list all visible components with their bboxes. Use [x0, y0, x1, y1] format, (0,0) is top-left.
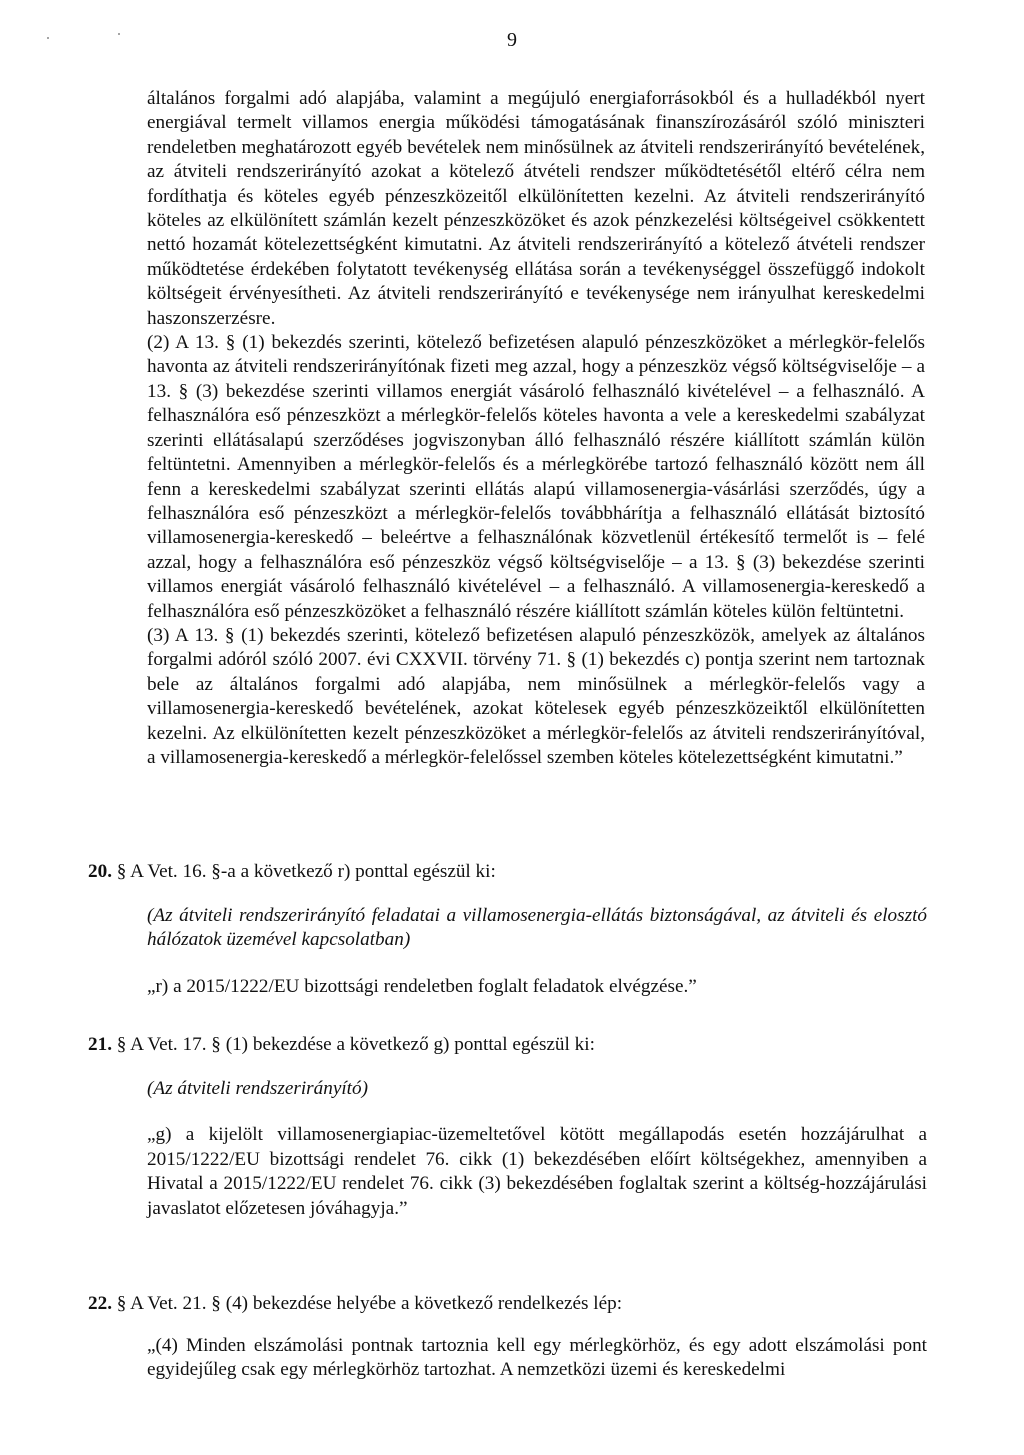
- amendment-22-heading: [88, 1292, 928, 1316]
- amendment-text: „(4) Minden elszámolási pontnak tartoznia kell egy mérlegkörhöz, és egy adott elszámolási pont egyidejűleg csak egy mérlegkörhöz tartozhat. A nemzetközi üzemi és kereskedelmi: [147, 1335, 927, 1381]
- page-number: 9: [507, 29, 517, 51]
- continued-section-text: [147, 87, 925, 770]
- amendment-heading-text: § A Vet. 16. §-a a következő r) ponttal egészül ki:: [116, 861, 496, 882]
- amendment-21-heading: [88, 1033, 928, 1057]
- paragraph-2: (2) A 13. § (1) bekezdés szerinti, kötelező befizetésen alapuló pénzeszközöket a mérlegkör-felelős havonta az átviteli rendszerirányítónak fizeti meg azzal, hogy a pénzeszköz végső költségviselője – a 13. § (3) bekezdése szerinti villamos energiát vásároló felhasználó kivételével – a felhasználó. A felhasználóra eső pénzeszközt a mérlegkör-felelős köteles havonta a vele a kereskedelmi szabályzat szerinti ellátásalapú szerződéses jogviszonyban álló felhasználó részére kiállított számlán külön feltüntetni. Amennyiben a mérlegkör-felelős és a mérlegkörébe tartozó felhasználó között nem áll fenn a kereskedelmi szabályzat szerinti ellátás alapú villamosenergia-vásárlási szerződés, úgy a felhasználóra eső pénzeszközt a mérlegkör-felelős továbbhárítja a felhasználó ellátását biztosító villamosenergia-kereskedő – beleértve a felhasználónak közvetlenül értékesítő termelőt is – felé azzal, hogy a felhasználóra eső pénzeszköz végső költségviselője – a 13. § (3) bekezdése szerinti villamos energiát vásároló felhasználó kivételével – a felhasználó. A villamosenergia-kereskedő a felhasználóra eső pénzeszközöket a felhasználó részére kiállított számlán köteles külön feltüntetni.: [147, 332, 925, 622]
- amendment-21-body: [147, 1077, 927, 1221]
- paragraph-1: általános forgalmi adó alapjába, valamint a megújuló energiaforrásokból és a hulladékból nyert energiával termelt villamos energia működési támogatásának finanszírozásáról szóló miniszteri rendeletben meghatározott egyéb bevételek nem minősülnek az átviteli rendszerirányító bevételének, az átviteli rendszerirányító azokat a kötelező átvételi rendszer működtetésétől eltérő célra nem fordíthatja és köteles egyéb pénzeszközeitől elkülönítetten kezelni. Az átviteli rendszerirányító köteles az elkülönített számlán kezelt pénzeszközöket és azok pénzkezelési költségeivel csökkentett nettó hozamát kötelezettségként kimutatni. Az átviteli rendszerirányító a kötelező átvételi rendszer működtetése érdekében folytatott tevékenység ellátása során a tevékenységgel összefüggő indokolt költségeit érvényesítheti. Az átviteli rendszerirányító e tevékenysége nem irányulhat kereskedelmi haszonszerzésre.: [147, 88, 925, 329]
- amendment-context: (Az átviteli rendszerirányító feladatai a villamosenergia-ellátás biztonságával, az átviteli és elosztó hálózatok üzemével kapcsolatban): [147, 905, 927, 951]
- amendment-text: „g) a kijelölt villamosenergiapiac-üzemeltetővel kötött megállapodás esetén hozzájárulhat a 2015/1222/EU bizottsági rendelet 76. cikk (1) bekezdésében előírt költségekhez, amennyiben a Hivatal a 2015/1222/EU rendelet 76. cikk (3) bekezdésében foglaltak szerint a költség-hozzájárulási javaslatot előzetesen jóváhagyja.”: [147, 1124, 927, 1219]
- amendment-text: „r) a 2015/1222/EU bizottsági rendeletben foglalt feladatok elvégzése.”: [147, 975, 697, 997]
- amendment-22-body: [147, 1334, 927, 1383]
- amendment-heading-text: § A Vet. 17. § (1) bekezdése a következő g) ponttal egészül ki:: [116, 1034, 595, 1055]
- amendment-heading-text: § A Vet. 21. § (4) bekezdése helyébe a következő rendelkezés lép:: [116, 1293, 623, 1314]
- paragraph-3: (3) A 13. § (1) bekezdés szerinti, kötelező befizetésen alapuló pénzeszközök, amelyek az általános forgalmi adóról szóló 2007. évi CXXVII. törvény 71. § (1) bekezdés c) pontja szerint nem tartoznak bele az általános forgalmi adó alapjába, nem minősülnek a mérlegkör-felelős vagy a villamosenergia-kereskedő bevételének, azokat kötelesek egyéb pénzeszközeiktől elkülönítetten kezelni. Az elkülönítetten kezelt pénzeszközöket a mérlegkör-felelős az átviteli rendszerirányítóval, a villamosenergia-kereskedő a mérlegkör-felelőssel szemben köteles kötelezettségként kimutatni.”: [147, 624, 925, 768]
- amendment-20-heading: [88, 860, 928, 884]
- amendment-20-body: [147, 904, 927, 999]
- amendment-number: 20.: [88, 861, 112, 882]
- amendment-number: 21.: [88, 1034, 112, 1055]
- amendment-number: 22.: [88, 1293, 112, 1314]
- amendment-context: (Az átviteli rendszerirányító): [147, 1078, 368, 1099]
